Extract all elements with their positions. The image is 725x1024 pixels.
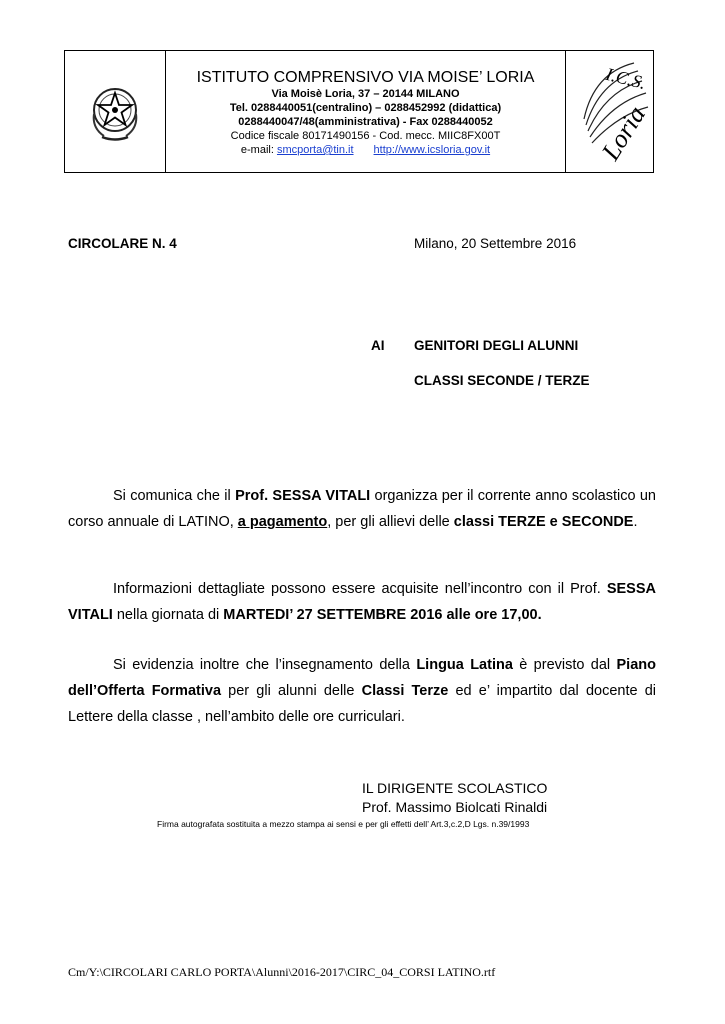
body-paragraph-3 bbox=[68, 652, 656, 730]
p2-bold-date: MARTEDI’ 27 SETTEMBRE 2016 alle ore 17,00. bbox=[223, 607, 542, 623]
p3-text-3: per gli alunni delle bbox=[221, 683, 362, 699]
logo-text-bottom: Loria bbox=[595, 100, 652, 166]
p3-text-4: ed e’ impartito dal docente di Lettere della classe , nell’ambito delle ore curriculari. bbox=[68, 683, 656, 725]
p3-bold-plan: Piano dell’Offerta Formativa bbox=[68, 657, 656, 699]
logo-text-top: I.C.S. bbox=[603, 63, 648, 94]
email-link[interactable]: smcporta@tin.it bbox=[276, 144, 354, 156]
school-logo-cell bbox=[565, 51, 653, 172]
p1-text-4: . bbox=[633, 514, 638, 530]
school-contacts bbox=[166, 143, 565, 157]
recipients-prefix: AI bbox=[371, 338, 385, 353]
p1-text-1: Si comunica che il bbox=[113, 488, 236, 504]
p1-bold-classes: classi TERZE e SECONDE bbox=[453, 514, 634, 530]
p3-bold-latin: Lingua Latina bbox=[416, 657, 513, 673]
recipients-line-2: CLASSI SECONDE / TERZE bbox=[414, 373, 590, 388]
signature-name: Prof. Massimo Biolcati Rinaldi bbox=[362, 799, 548, 815]
p1-text-2: organizza per il corrente anno scolastico un corso annuale di LATINO, bbox=[68, 488, 657, 530]
school-logo bbox=[566, 51, 653, 172]
italian-republic-emblem-icon bbox=[86, 80, 144, 144]
school-fiscal-code: Codice fiscale 80171490156 - Cod. mecc. MIIC8FX00T bbox=[230, 130, 501, 142]
letterhead bbox=[64, 50, 654, 173]
school-name: ISTITUTO COMPRENSIVO VIA MOISE’ LORIA bbox=[196, 69, 535, 86]
recipients-line-1: GENITORI DEGLI ALUNNI bbox=[414, 338, 579, 353]
p1-text-3: , per gli allievi delle bbox=[327, 514, 454, 530]
school-phone-2: 0288440047/48(amministrativa) - Fax 0288440052 bbox=[238, 116, 493, 128]
website-link[interactable]: http://www.icsloria.gov.it bbox=[373, 144, 491, 156]
emblem-cell bbox=[65, 51, 166, 172]
p2-text-2: nella giornata di bbox=[112, 607, 224, 623]
body-paragraph-2 bbox=[68, 576, 656, 628]
school-info bbox=[166, 51, 565, 172]
p3-text-2: è previsto dal bbox=[512, 657, 617, 673]
school-phone-1: Tel. 0288440051(centralino) – 0288452992 (didattica) bbox=[229, 102, 502, 114]
signature-title: IL DIRIGENTE SCOLASTICO bbox=[362, 780, 548, 796]
place-date: Milano, 20 Settembre 2016 bbox=[414, 236, 577, 251]
school-address: Via Moisè Loria, 37 – 20144 MILANO bbox=[271, 88, 460, 100]
p3-bold-classes: Classi Terze bbox=[361, 683, 449, 699]
body-paragraph-1 bbox=[68, 483, 656, 535]
p2-text-1: Informazioni dettagliate possono essere acquisite nell’incontro con il Prof. bbox=[113, 581, 607, 597]
p1-bold-teacher: Prof. SESSA VITALI bbox=[235, 488, 371, 504]
p3-text-1: Si evidenzia inoltre che l’insegnamento della bbox=[113, 657, 417, 673]
email-label: e-mail: bbox=[240, 144, 277, 156]
circolare-number: CIRCOLARE N. 4 bbox=[68, 236, 177, 251]
file-path-footer: Cm/Y:\CIRCOLARI CARLO PORTA\Alunni\2016-2017\CIRC_04_CORSI LATINO.rtf bbox=[68, 965, 496, 979]
signature-note: Firma autografata sostituita a mezzo stampa ai sensi e per gli effetti dell’ Art.3,c.2,D Lgs. n.39/1993 bbox=[157, 819, 530, 829]
p2-bold-teacher: SESSA VITALI bbox=[68, 581, 656, 623]
p1-underlined-payment: a pagamento bbox=[237, 514, 328, 530]
